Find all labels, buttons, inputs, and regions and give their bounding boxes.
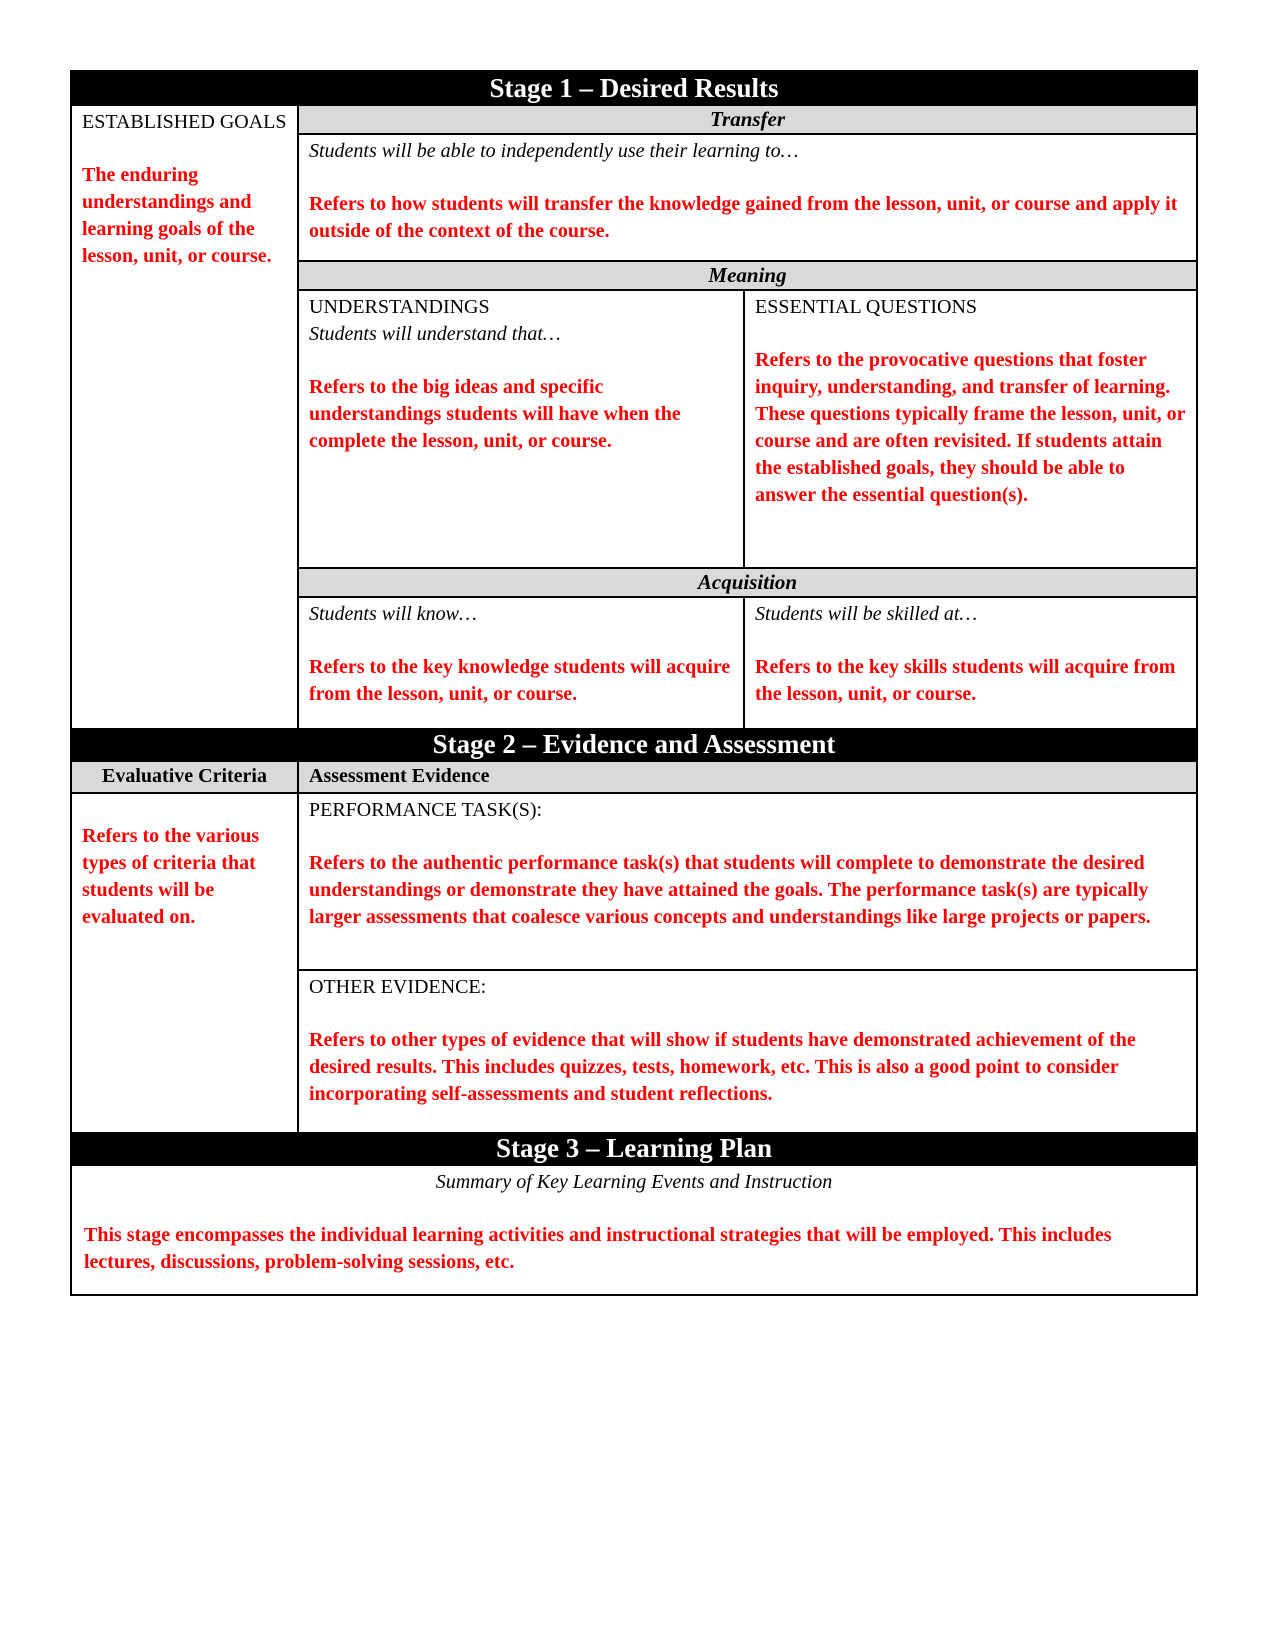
essential-questions-cell [745,291,1196,567]
established-goals-note: The enduring understandings and learning goals of the lesson, unit, or course. [82,164,272,267]
performance-tasks-note: Refers to the authentic performance task(s) that students will complete to demonstrate the desired understandings or demonstrate they have attained the goals. The performance task(s) are typically larger assessments that coalesce various concepts and understandings like large projects or papers. [309,852,1151,928]
acquisition-row [299,598,1196,728]
skills-prompt: Students will be skilled at… [755,603,978,625]
established-goals-heading: ESTABLISHED GOALS [82,111,287,133]
stage3-header: Stage 3 – Learning Plan [72,1132,1196,1166]
evaluative-criteria-heading: Evaluative Criteria [72,762,299,792]
knowledge-prompt: Students will know… [309,603,477,625]
assessment-evidence-heading: Assessment Evidence [309,765,490,787]
stage3-note: This stage encompasses the individual learning activities and instructional strategies that will be employed. This includes lectures, discussions, problem-solving sessions, etc. [84,1224,1112,1273]
stage1-body [72,106,1196,728]
stage2-header: Stage 2 – Evidence and Assessment [72,728,1196,762]
essential-questions-note: Refers to the provocative questions that foster inquiry, understanding, and transfer of learning. These questions typically frame the lesson, unit, or course and are often revisited. If students attain the established goals, they should be able to answer the essential question(s). [755,349,1186,506]
skills-cell [745,598,1196,728]
meaning-band: Meaning [299,262,1196,291]
understandings-heading: UNDERSTANDINGS [309,296,490,318]
other-evidence-cell [299,971,1196,1132]
transfer-cell [299,135,1196,262]
knowledge-cell [299,598,745,728]
understandings-prompt: Students will understand that… [309,323,561,345]
ubd-template-table [70,70,1198,1296]
transfer-note: Refers to how students will transfer the knowledge gained from the lesson, unit, or course and apply it outside of the context of the course. [309,193,1178,242]
understandings-cell [299,291,745,567]
performance-tasks-heading: PERFORMANCE TASK(S): [309,799,543,821]
stage1-right-column [299,106,1196,728]
understandings-note: Refers to the big ideas and specific understandings students will have when the complete the lesson, unit, or course. [309,376,681,452]
performance-tasks-cell [299,794,1196,971]
stage2-column-headers [72,762,1196,794]
evaluative-criteria-cell [72,794,299,1132]
assessment-evidence-column [299,794,1196,1132]
essential-questions-heading: ESSENTIAL QUESTIONS [755,296,978,318]
other-evidence-heading: OTHER EVIDENCE: [309,976,487,998]
knowledge-note: Refers to the key knowledge students will acquire from the lesson, unit, or course. [309,656,731,705]
skills-note: Refers to the key skills students will acquire from the lesson, unit, or course. [755,656,1176,705]
transfer-band: Transfer [299,106,1196,135]
stage2-body [72,794,1196,1132]
established-goals-cell [72,106,299,728]
transfer-prompt: Students will be able to independently use their learning to… [309,140,799,162]
stage1-header: Stage 1 – Desired Results [72,72,1196,106]
stage3-subtitle: Summary of Key Learning Events and Instruction [435,1171,833,1193]
other-evidence-note: Refers to other types of evidence that will show if students have demonstrated achievement of the desired results. This includes quizzes, tests, homework, etc. This is also a good point to consider incorporating self-assessments and student reflections. [309,1029,1136,1105]
evaluative-criteria-note: Refers to the various types of criteria that students will be evaluated on. [82,825,260,928]
acquisition-band: Acquisition [299,569,1196,598]
meaning-row [299,291,1196,569]
stage3-cell [72,1166,1196,1294]
